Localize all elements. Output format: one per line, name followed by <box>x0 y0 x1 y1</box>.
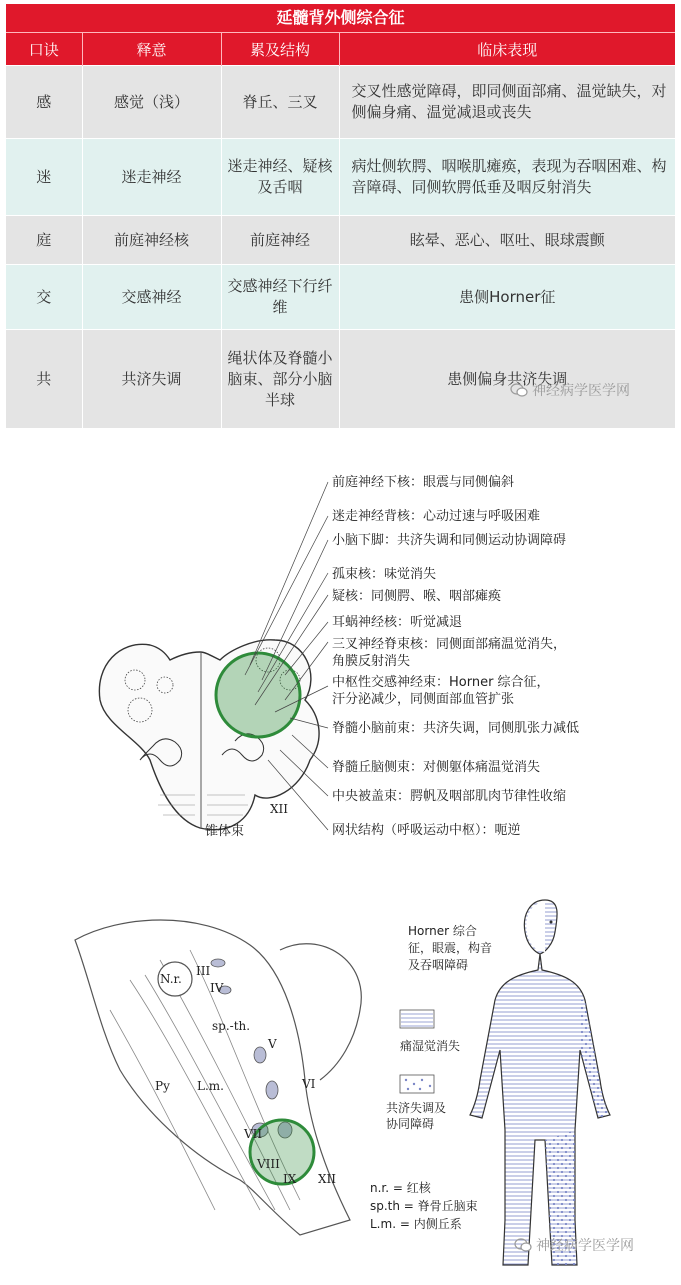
label-vestibular-nucleus: 前庭神经下核：眼震与同侧偏斜 <box>332 475 515 490</box>
legend-pain-loss: 痛湿觉消失 <box>400 1039 461 1053</box>
cell-structure: 交感神经下行纤维 <box>221 265 339 330</box>
table-row <box>6 330 675 429</box>
label-cn-iv: IV <box>210 981 224 995</box>
cell-structure: 绳状体及脊髓小脑束、部分小脑半球 <box>221 330 339 429</box>
wechat-icon <box>510 383 528 397</box>
abbrev-red-nucleus: n.r. = 红核 <box>370 1181 431 1195</box>
cn-nucleus <box>211 959 225 967</box>
label-cn-vi: VI <box>302 1077 316 1091</box>
table-row <box>6 265 675 330</box>
header-clinical: 临床表现 <box>339 33 675 66</box>
cell-structure: 前庭神经 <box>221 216 339 265</box>
label-trigeminal-spinal-nucleus: 三叉神经脊束核：同侧面部痛温觉消失， <box>332 637 567 652</box>
label-spinothalamic: sp.-th. <box>212 1019 251 1033</box>
label-sympathetic-tract: 中枢性交感神经束：Horner 综合征， <box>332 675 550 690</box>
label-cn-iii: III <box>196 964 211 978</box>
watermark-top: 神经病学医学网 <box>510 380 630 400</box>
cn-nucleus <box>266 1081 278 1099</box>
cn-nucleus <box>254 1047 266 1063</box>
cell-meaning: 前庭神经核 <box>82 216 221 265</box>
label-solitary-nucleus: 孤束核：味觉消失 <box>332 567 437 582</box>
legend-swatch-lines <box>400 1010 434 1028</box>
table-title: 延髓背外侧综合征 <box>6 4 675 32</box>
abbrev-spinothalamic: sp.th = 脊骨丘脑束 <box>370 1199 478 1213</box>
cell-key: 共 <box>6 330 82 429</box>
label-red-nucleus: N.r. <box>160 972 182 986</box>
cell-meaning: 交感神经 <box>82 265 221 330</box>
cell-key: 庭 <box>6 216 82 265</box>
label-cn-xii: XII <box>270 802 289 816</box>
cell-structure: 迷走神经、疑核及舌咽 <box>221 139 339 216</box>
cell-structure: 脊丘、三叉 <box>221 66 339 139</box>
label-pyramid: Py <box>155 1079 170 1093</box>
cell-clinical: 病灶侧软腭、咽喉肌瘫痪，表现为吞咽困难、构音障碍、同侧软腭低垂及咽反射消失 <box>339 139 675 216</box>
legend-ataxia-line-2: 协同障碍 <box>386 1117 435 1131</box>
label-vagus-dorsal-nucleus: 迷走神经背核：心动过速与呼吸困难 <box>332 509 541 524</box>
legend-horner-line-2: 征，眼震，构音 <box>408 941 493 955</box>
legend-ataxia-line-1: 共济失调及 <box>386 1101 447 1115</box>
abbrev-medial-lemniscus: L.m. = 内侧丘系 <box>370 1217 462 1231</box>
header-meaning: 释意 <box>82 33 221 66</box>
table-row <box>6 66 675 139</box>
label-cochlear-nucleus: 耳蜗神经核：听觉减退 <box>332 615 463 630</box>
mnemonic-table <box>6 32 675 428</box>
label-inferior-cerebellar-peduncle: 小脑下脚：共济失调和同侧运动协调障碍 <box>332 533 567 548</box>
label-cn-vii: VII <box>244 1127 263 1141</box>
cell-meaning: 感觉（浅） <box>82 66 221 139</box>
cell-clinical: 眩晕、恶心、呕吐、眼球震颤 <box>339 216 675 265</box>
table-header-row <box>6 33 675 66</box>
cell-key: 感 <box>6 66 82 139</box>
label-trigeminal-spinal-nucleus-2: 角膜反射消失 <box>332 654 411 669</box>
header-structure: 累及结构 <box>221 33 339 66</box>
syndrome-table <box>6 4 675 428</box>
cell-key: 交 <box>6 265 82 330</box>
label-nucleus-ambiguus: 疑核：同侧腭、喉、咽部瘫痪 <box>332 589 502 604</box>
label-cn-viii: VIII <box>257 1157 280 1171</box>
header-mnemonic: 口诀 <box>6 33 82 66</box>
label-cn-v: V <box>268 1037 277 1051</box>
label-cn-xii: XII <box>318 1172 337 1186</box>
label-reticular-formation: 网状结构（呼吸运动中枢）：呃逆 <box>332 823 521 838</box>
legend-horner-line-1: Horner 综合 <box>408 924 477 938</box>
cell-clinical: 交叉性感觉障碍，即同侧面部痛、温觉缺失，对侧偏身痛、温觉减退或丧失 <box>339 66 675 139</box>
brainstem-and-body-diagram <box>0 890 681 1285</box>
label-central-tegmental-tract: 中央被盖束：腭帆及咽部肌肉节律性收缩 <box>332 789 567 804</box>
legend-horner-line-3: 及吞咽障碍 <box>408 958 469 972</box>
label-cn-ix: IX <box>283 1172 297 1186</box>
lesion-circle <box>216 653 300 737</box>
legend-swatch-dots <box>400 1075 434 1093</box>
watermark-bottom: 神经病学医学网 <box>514 1235 634 1255</box>
cell-meaning: 共济失调 <box>82 330 221 429</box>
body-ataxia-area <box>580 1000 610 1118</box>
table-row <box>6 139 675 216</box>
cell-clinical: 患侧Horner征 <box>339 265 675 330</box>
cell-clinical: 患侧偏身共济失调 <box>339 330 675 429</box>
label-medial-lemniscus: L.m. <box>197 1079 224 1093</box>
cell-key: 迷 <box>6 139 82 216</box>
label-spinocerebellar-tract: 脊髓小脑前束：共济失调，同侧肌张力减低 <box>332 721 580 736</box>
medulla-cross-section-diagram <box>0 460 681 860</box>
label-pyramidal-tract: 锥体束 <box>205 824 245 839</box>
label-spinothalamic-tract: 脊髓丘脑侧束：对侧躯体痛温觉消失 <box>332 760 541 775</box>
cell-meaning: 迷走神经 <box>82 139 221 216</box>
wechat-icon <box>514 1238 532 1252</box>
table-row <box>6 216 675 265</box>
label-sympathetic-tract-2: 汗分泌减少，同侧面部血管扩张 <box>332 692 515 707</box>
